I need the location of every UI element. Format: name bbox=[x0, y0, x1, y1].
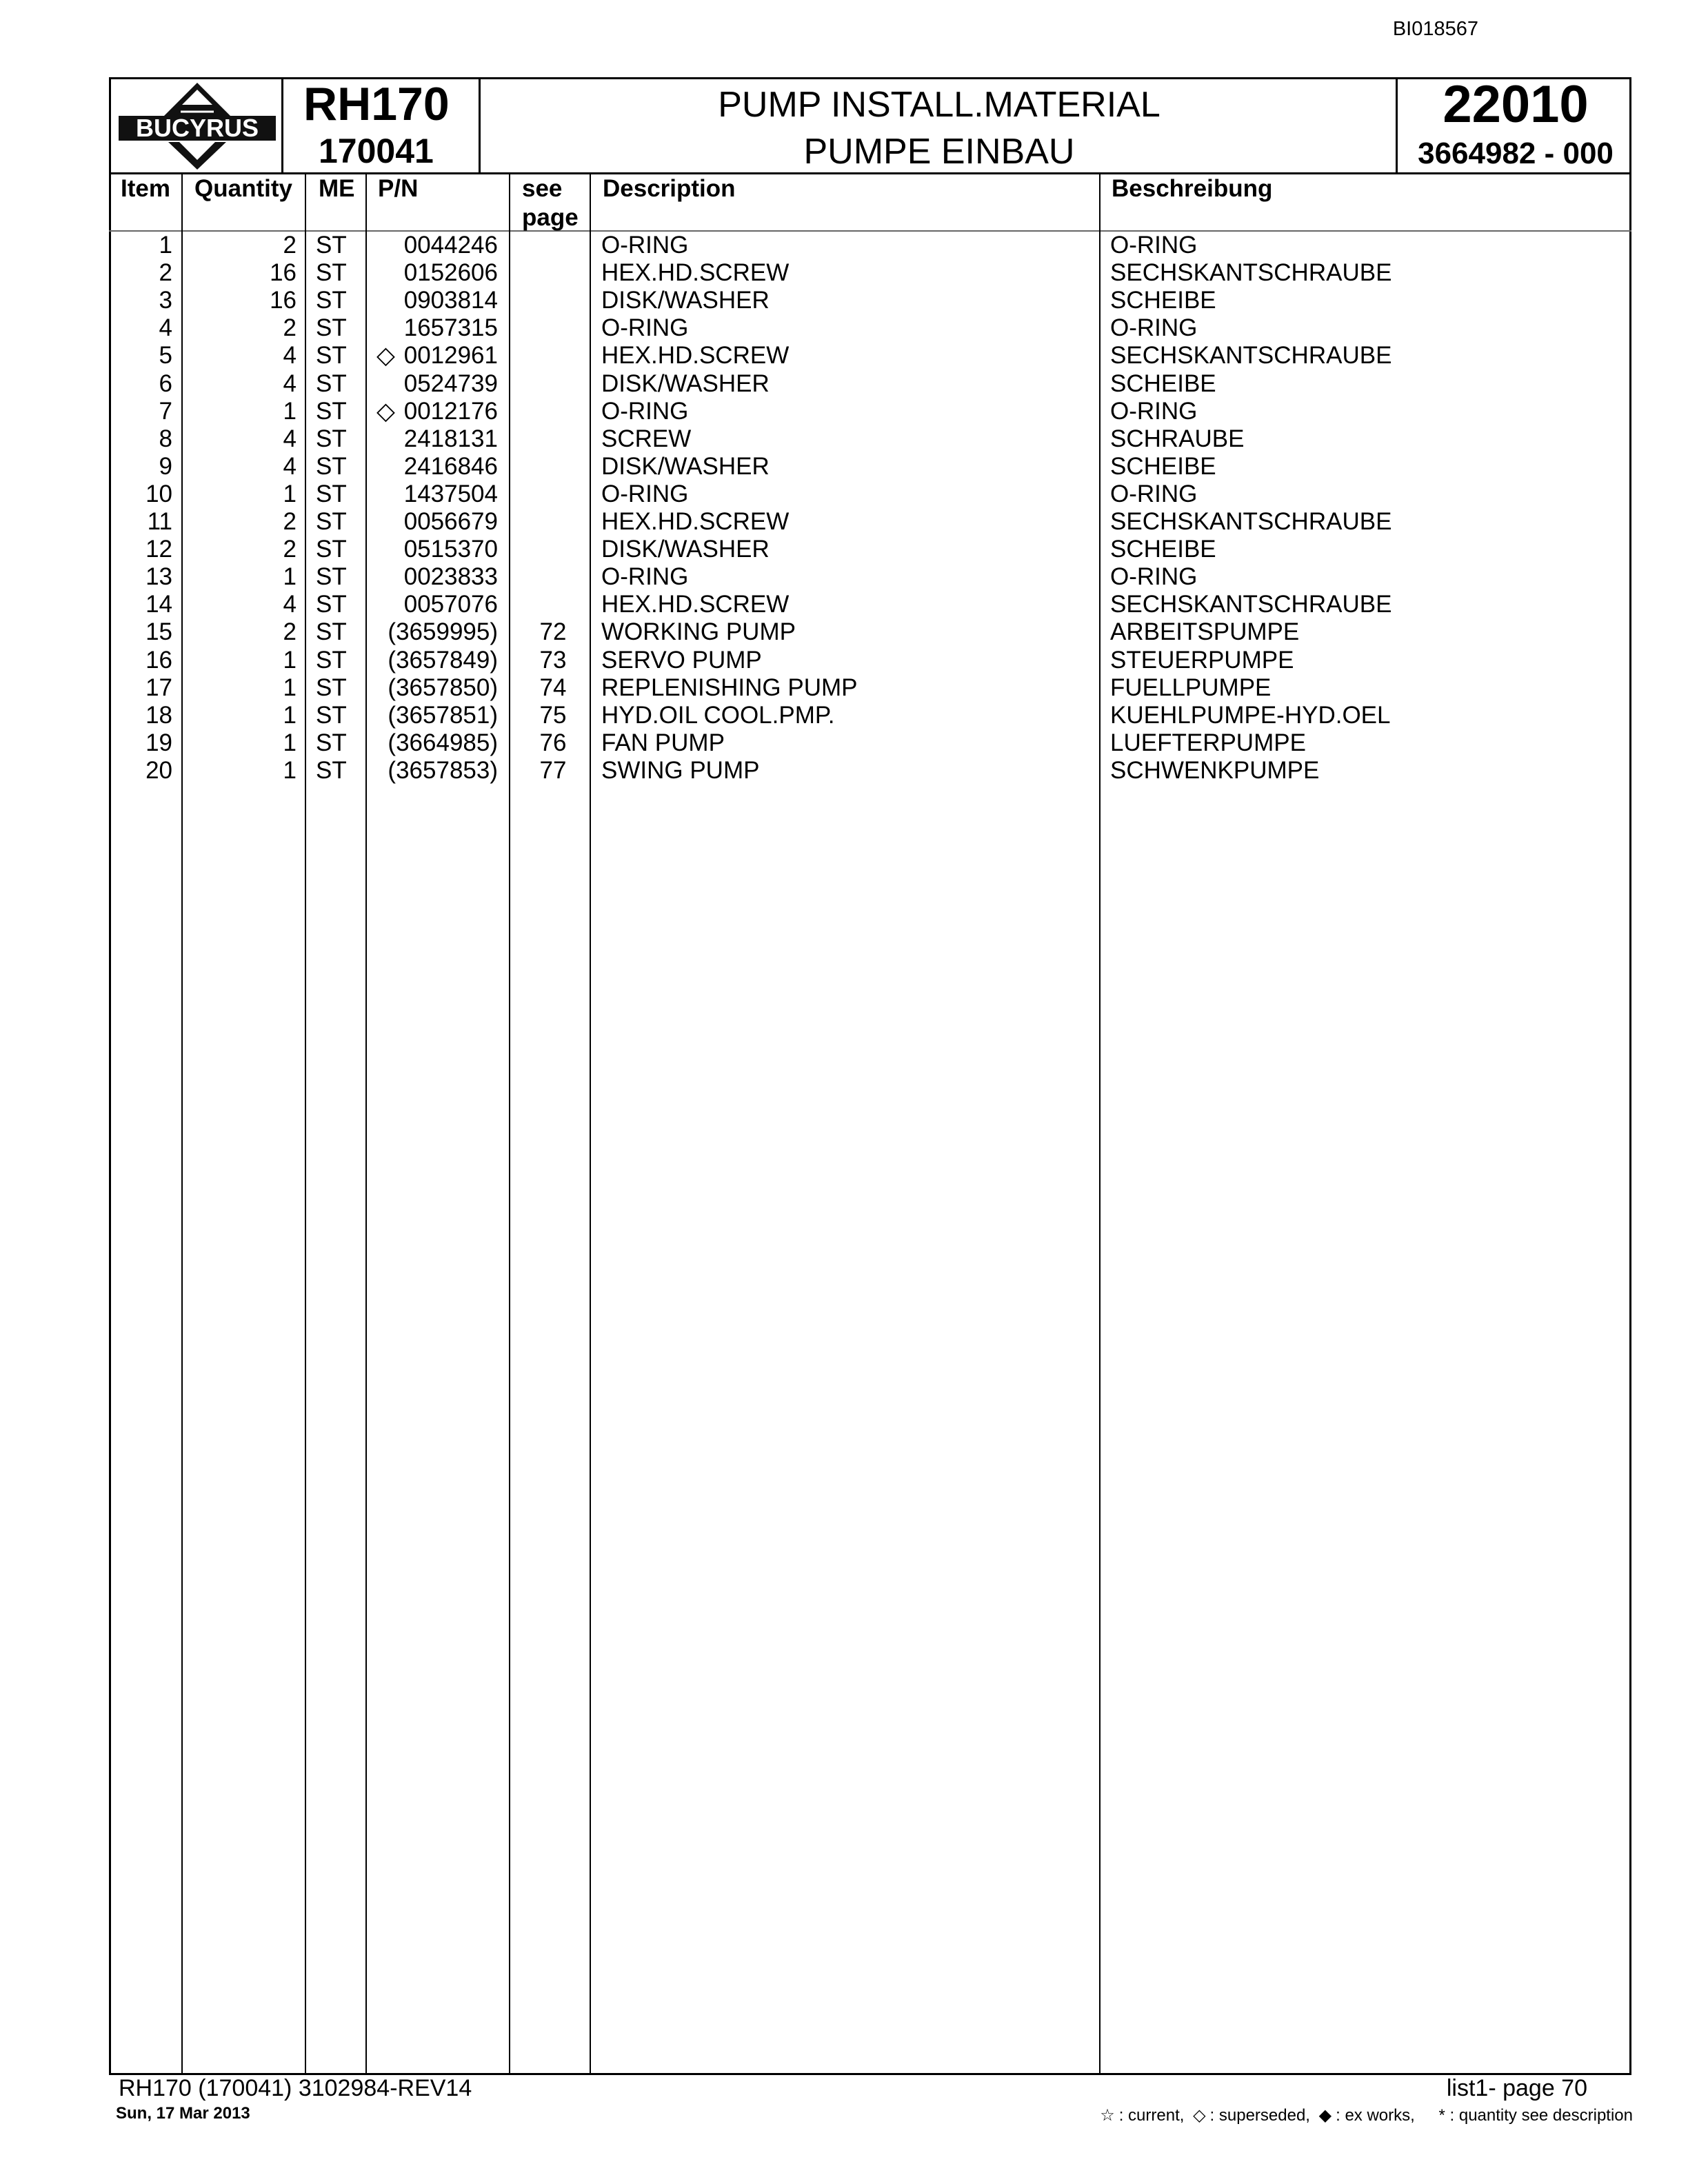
diamond-outline-icon: ◇ bbox=[1193, 2106, 1206, 2125]
cell-me: ST bbox=[316, 287, 347, 314]
star-icon: ☆ bbox=[1100, 2106, 1115, 2125]
cell-pn: 2418131 bbox=[403, 425, 498, 452]
footer-page-number: list1- page 70 bbox=[1446, 2075, 1587, 2101]
cell-description: O-RING bbox=[601, 232, 689, 259]
cell-item: 4 bbox=[159, 314, 172, 342]
cell-pn: 0524739 bbox=[403, 370, 498, 397]
cell-quantity: 1 bbox=[283, 397, 297, 425]
cell-quantity: 4 bbox=[283, 342, 297, 370]
bucyrus-logo bbox=[114, 77, 280, 174]
cell-beschreibung: STEUERPUMPE bbox=[1110, 646, 1294, 674]
cell-pn: (3657851) bbox=[388, 701, 498, 729]
column-header-page: page bbox=[522, 204, 579, 231]
cell-quantity: 1 bbox=[283, 756, 297, 784]
assembly-part-number: 3664982 - 000 bbox=[1418, 136, 1614, 170]
cell-quantity: 1 bbox=[283, 674, 297, 701]
cell-item: 11 bbox=[147, 508, 172, 535]
cell-beschreibung: SCHRAUBE bbox=[1110, 425, 1245, 452]
cell-beschreibung: KUEHLPUMPE-HYD.OEL bbox=[1110, 701, 1391, 729]
cell-me: ST bbox=[316, 536, 347, 563]
superseded-icon: ◇ bbox=[376, 342, 395, 370]
column-header-item: Item bbox=[121, 175, 170, 202]
cell-see-page: 77 bbox=[539, 756, 567, 784]
cell-description: HYD.OIL COOL.PMP. bbox=[601, 701, 835, 729]
cell-me: ST bbox=[316, 370, 347, 397]
cell-quantity: 1 bbox=[283, 563, 297, 591]
legend-quantity: * : quantity see description bbox=[1438, 2106, 1633, 2125]
cell-me: ST bbox=[316, 480, 347, 507]
footer-legend bbox=[1096, 2105, 1633, 2125]
cell-quantity: 16 bbox=[270, 287, 297, 314]
cell-pn: (3664985) bbox=[388, 729, 498, 756]
cell-beschreibung: SECHSKANTSCHRAUBE bbox=[1110, 508, 1392, 535]
cell-beschreibung: SCHEIBE bbox=[1110, 536, 1216, 563]
cell-beschreibung: LUEFTERPUMPE bbox=[1110, 729, 1306, 756]
column-header-me: ME bbox=[319, 175, 355, 202]
cell-item: 17 bbox=[145, 674, 172, 701]
serial-number: 170041 bbox=[319, 132, 434, 170]
cell-me: ST bbox=[316, 508, 347, 535]
cell-me: ST bbox=[316, 618, 347, 646]
cell-description: HEX.HD.SCREW bbox=[601, 342, 790, 370]
cell-pn: 0012961 bbox=[403, 342, 498, 370]
cell-see-page: 72 bbox=[539, 618, 567, 646]
cell-me: ST bbox=[316, 425, 347, 452]
cell-beschreibung: SCHEIBE bbox=[1110, 452, 1216, 480]
cell-pn: 0057076 bbox=[403, 591, 498, 618]
cell-item: 1 bbox=[159, 232, 172, 259]
cell-description: DISK/WASHER bbox=[601, 536, 770, 563]
cell-beschreibung: O-RING bbox=[1110, 397, 1198, 425]
superseded-icon: ◇ bbox=[376, 397, 395, 425]
cell-me: ST bbox=[316, 729, 347, 756]
cell-me: ST bbox=[316, 314, 347, 342]
cell-pn: (3657849) bbox=[388, 646, 498, 674]
cell-item: 13 bbox=[145, 563, 172, 591]
cell-me: ST bbox=[316, 674, 347, 701]
column-header-beschreibung: Beschreibung bbox=[1112, 175, 1273, 202]
logo-text: BUCYRUS bbox=[135, 114, 259, 142]
cell-pn: 0056679 bbox=[403, 508, 498, 535]
cell-me: ST bbox=[316, 397, 347, 425]
cell-beschreibung: O-RING bbox=[1110, 232, 1198, 259]
cell-me: ST bbox=[316, 563, 347, 591]
cell-beschreibung: ARBEITSPUMPE bbox=[1110, 618, 1300, 646]
cell-quantity: 2 bbox=[283, 536, 297, 563]
cell-quantity: 2 bbox=[283, 232, 297, 259]
cell-item: 7 bbox=[159, 397, 172, 425]
column-header-see: see bbox=[522, 175, 563, 202]
cell-item: 8 bbox=[159, 425, 172, 452]
cell-item: 3 bbox=[159, 287, 172, 314]
cell-pn: (3657850) bbox=[388, 674, 498, 701]
cell-quantity: 1 bbox=[283, 729, 297, 756]
cell-beschreibung: O-RING bbox=[1110, 480, 1198, 507]
cell-quantity: 2 bbox=[283, 508, 297, 535]
cell-me: ST bbox=[316, 646, 347, 674]
header-divider-logo bbox=[281, 77, 283, 174]
cell-pn: 1437504 bbox=[403, 480, 498, 507]
cell-quantity: 1 bbox=[283, 701, 297, 729]
cell-beschreibung: SCHEIBE bbox=[1110, 287, 1216, 314]
cell-see-page: 75 bbox=[539, 701, 567, 729]
cell-description: SERVO PUMP bbox=[601, 646, 762, 674]
cell-item: 12 bbox=[145, 536, 172, 563]
cell-beschreibung: FUELLPUMPE bbox=[1110, 674, 1272, 701]
cell-item: 10 bbox=[145, 480, 172, 507]
cell-pn: 0012176 bbox=[403, 397, 498, 425]
cell-beschreibung: SCHWENKPUMPE bbox=[1110, 756, 1320, 784]
column-rule-me bbox=[365, 172, 367, 2075]
cell-beschreibung: O-RING bbox=[1110, 563, 1198, 591]
group-number: 22010 bbox=[1443, 75, 1589, 134]
cell-quantity: 4 bbox=[283, 452, 297, 480]
cell-description: SWING PUMP bbox=[601, 756, 760, 784]
cell-description: HEX.HD.SCREW bbox=[601, 259, 790, 287]
cell-quantity: 4 bbox=[283, 425, 297, 452]
cell-pn: (3657853) bbox=[388, 756, 498, 784]
cell-description: O-RING bbox=[601, 314, 689, 342]
cell-quantity: 1 bbox=[283, 480, 297, 507]
cell-item: 20 bbox=[145, 756, 172, 784]
cell-pn: 0903814 bbox=[403, 287, 498, 314]
cell-me: ST bbox=[316, 259, 347, 287]
document-id: BI018567 bbox=[1392, 18, 1478, 40]
cell-description: DISK/WASHER bbox=[601, 287, 770, 314]
column-rule-item bbox=[181, 172, 183, 2075]
footer-date: Sun, 17 Mar 2013 bbox=[116, 2104, 250, 2123]
cell-see-page: 74 bbox=[539, 674, 567, 701]
model-number: RH170 bbox=[303, 78, 450, 130]
cell-pn: 0515370 bbox=[403, 536, 498, 563]
cell-description: SCREW bbox=[601, 425, 692, 452]
title-english: PUMP INSTALL.MATERIAL bbox=[718, 85, 1160, 125]
cell-description: FAN PUMP bbox=[601, 729, 725, 756]
cell-description: DISK/WASHER bbox=[601, 452, 770, 480]
cell-description: DISK/WASHER bbox=[601, 370, 770, 397]
cell-quantity: 1 bbox=[283, 646, 297, 674]
cell-description: HEX.HD.SCREW bbox=[601, 508, 790, 535]
legend-superseded: : superseded, bbox=[1209, 2106, 1310, 2125]
cell-me: ST bbox=[316, 701, 347, 729]
cell-see-page: 73 bbox=[539, 646, 567, 674]
column-rule-see-page bbox=[590, 172, 591, 2075]
cell-see-page: 76 bbox=[539, 729, 567, 756]
header-divider-title bbox=[1396, 77, 1398, 174]
cell-beschreibung: SECHSKANTSCHRAUBE bbox=[1110, 259, 1392, 287]
cell-me: ST bbox=[316, 342, 347, 370]
cell-item: 6 bbox=[159, 370, 172, 397]
cell-description: O-RING bbox=[601, 563, 689, 591]
cell-beschreibung: SCHEIBE bbox=[1110, 370, 1216, 397]
cell-pn: 1657315 bbox=[403, 314, 498, 342]
column-header-quantity: Quantity bbox=[194, 175, 292, 202]
cell-item: 5 bbox=[159, 342, 172, 370]
column-rule-description bbox=[1099, 172, 1101, 2075]
legend-ex-works: : ex works, bbox=[1336, 2106, 1415, 2125]
cell-pn: 0152606 bbox=[403, 259, 498, 287]
cell-item: 2 bbox=[159, 259, 172, 287]
cell-me: ST bbox=[316, 756, 347, 784]
header-divider-model bbox=[479, 77, 481, 174]
cell-me: ST bbox=[316, 591, 347, 618]
cell-item: 9 bbox=[159, 452, 172, 480]
cell-quantity: 4 bbox=[283, 591, 297, 618]
cell-me: ST bbox=[316, 232, 347, 259]
cell-quantity: 2 bbox=[283, 618, 297, 646]
legend-current: : current, bbox=[1118, 2106, 1185, 2125]
cell-pn: 2416846 bbox=[403, 452, 498, 480]
cell-description: HEX.HD.SCREW bbox=[601, 591, 790, 618]
cell-item: 14 bbox=[145, 591, 172, 618]
cell-pn: 0044246 bbox=[403, 232, 498, 259]
title-german: PUMPE EINBAU bbox=[803, 132, 1075, 172]
column-header-pn: P/N bbox=[378, 175, 419, 202]
cell-quantity: 4 bbox=[283, 370, 297, 397]
cell-description: O-RING bbox=[601, 397, 689, 425]
cell-beschreibung: SECHSKANTSCHRAUBE bbox=[1110, 342, 1392, 370]
cell-me: ST bbox=[316, 452, 347, 480]
cell-beschreibung: SECHSKANTSCHRAUBE bbox=[1110, 591, 1392, 618]
cell-description: O-RING bbox=[601, 480, 689, 507]
header-bottom-rule bbox=[109, 172, 1631, 174]
cell-description: REPLENISHING PUMP bbox=[601, 674, 858, 701]
cell-pn: 0023833 bbox=[403, 563, 498, 591]
cell-beschreibung: O-RING bbox=[1110, 314, 1198, 342]
cell-item: 15 bbox=[145, 618, 172, 646]
cell-quantity: 2 bbox=[283, 314, 297, 342]
cell-item: 18 bbox=[145, 701, 172, 729]
cell-quantity: 16 bbox=[270, 259, 297, 287]
cell-pn: (3659995) bbox=[388, 618, 498, 646]
column-rule-pn bbox=[509, 172, 510, 2075]
diamond-filled-icon: ◆ bbox=[1318, 2106, 1332, 2125]
column-rule-quantity bbox=[305, 172, 306, 2075]
cell-description: WORKING PUMP bbox=[601, 618, 796, 646]
cell-item: 19 bbox=[145, 729, 172, 756]
column-header-description: Description bbox=[603, 175, 736, 202]
cell-item: 16 bbox=[145, 646, 172, 674]
footer-doc-ref: RH170 (170041) 3102984-REV14 bbox=[119, 2075, 472, 2101]
